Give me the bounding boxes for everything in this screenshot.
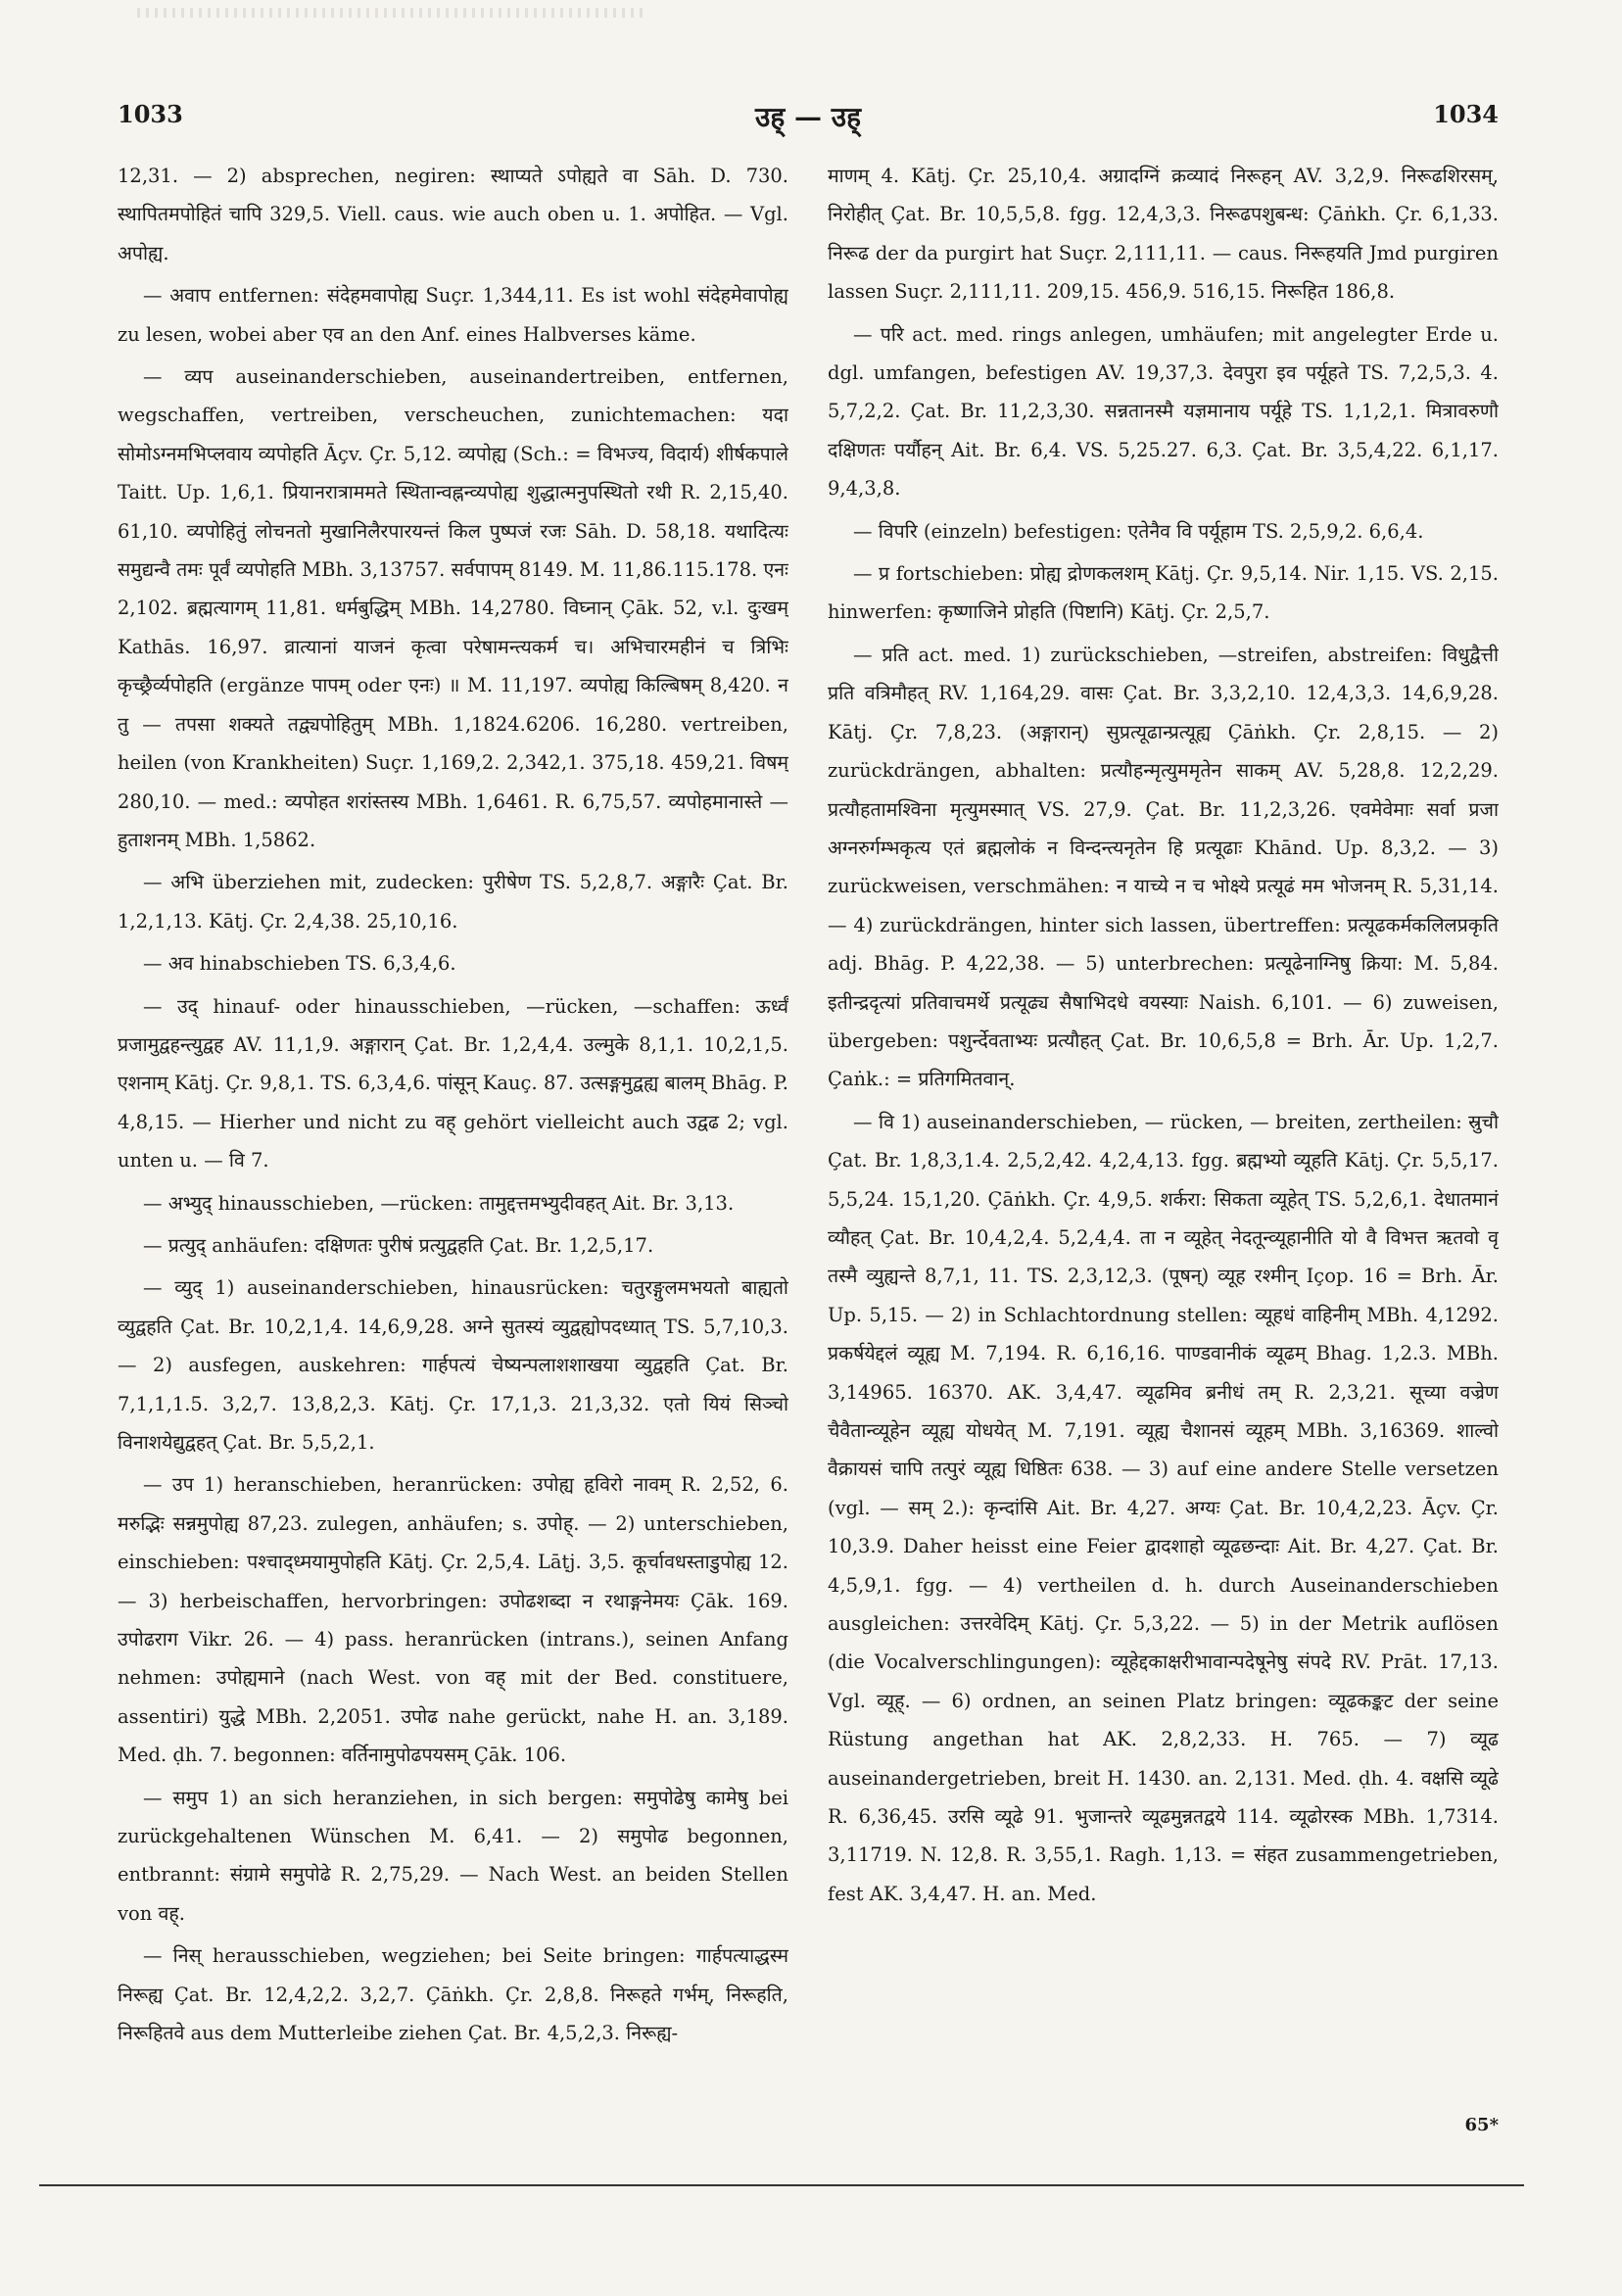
entry-paragraph: — समुप 1) an sich heranziehen, in sich bergen: समुपोढेषु कामेषु bei zurückgehaltenen Wünschen M. 6,41. — 2) समुपोढ begonnen, entbrannt: संग्रामे समुपोढे R. 2,75,29. — Nach West. an beiden Stellen von वह्. (118, 1786, 788, 1925)
entry-paragraph: माणम् 4. Kātj. Çr. 25,10,4. अग्रादग्निं क्रव्यादं निरूहन् AV. 3,2,9. निरूढशिरसम्, निरोहीत् Çat. Br. 10,5,5,8. fgg. 12,4,3,3. निरूढपशुबन्ध: Çāṅkh. Çr. 6,1,33. निरूढ der da purgirt hat Suçr. 2,111,11. — caus. निरूहयति Jmd purgiren lassen Suçr. 2,111,11. 209,15. 456,9. 516,15. निरूहित 186,8. (828, 165, 1499, 304)
text-columns (118, 157, 1499, 2106)
entry-paragraph: — परि act. med. rings anlegen, umhäufen; mit angelegter Erde u. dgl. umfangen, befestigen AV. 19,37,3. देवपुरा इव पर्यूहते TS. 7,2,5,3. 4. 5,7,2,2. Çat. Br. 11,2,3,30. सन्नतानस्मै यज्ञमानाय पर्यूहे TS. 1,1,2,1. मित्रावरुणौ दक्षिणतः पर्यौहन् Ait. Br. 6,4. VS. 5,25.27. 6,3. Çat. Br. 3,5,4,22. 6,1,17. 9,4,3,8. (828, 322, 1499, 501)
entry-paragraph: — अभि überziehen mit, zudecken: पुरीषेण TS. 5,2,8,7. अङ्गारैः Çat. Br. 1,2,1,13. Kātj. Çr. 2,4,38. 25,10,16. (118, 871, 788, 933)
entry-paragraph: — व्यप auseinanderschieben, auseinandertreiben, entfernen, wegschaffen, vertreiben, verscheuchen, zunichtemachen: यदा सोमोऽग्नमभिप्लवाय व्यपोहति Āçv. Çr. 5,12. व्यपोह्य (Sch.: = विभज्य, विदार्य) शीर्षकपाले Taitt. Up. 1,6,1. प्रियानरात्राममते स्थितान्वह्नन्व्यपोह्य शुद्धात्मनुपस्थितो रथी R. 2,15,40. 61,10. व्यपोहितुं लोचनतो मुखानिलैरपारयन्तं किल पुष्पजं रजः Sāh. D. 58,18. यथादित्यः समुद्यन्वै तमः पूर्वं व्यपोहति MBh. 3,13757. सर्वपापम् 8149. M. 11,86.115.178. एनः 2,102. ब्रह्मत्यागम् 11,81. धर्मबुद्धिम् MBh. 14,2780. विघ्नान् Çāk. 52, v.l. दुःखम् Kathās. 16,97. व्रात्यानां याजनं कृत्वा परेषामन्त्यकर्म च। अभिचारमहीनं च त्रिभिः कृच्छ्रैर्व्यपोहति (ergänze पापम् oder एनः) ॥ M. 11,197. व्यपोह्य किल्बिषम् 8,420. न तु — तपसा शक्यते तद्व्यपोहितुम् MBh. 1,1824.6206. 16,280. vertreiben, heilen (von Krankheiten) Suçr. 1,169,2. 2,342,1. 375,18. 459,21. विषम् 280,10. — med.: व्यपोहत शरांस्तस्य MBh. 1,6461. R. 6,75,57. व्यपोहमानास्ते — हुताशनम् MBh. 1,5862. (118, 365, 788, 851)
page-number-right: 1034 (1433, 100, 1499, 128)
entry-paragraph: — उप 1) heranschieben, heranrücken: उपोह्य हृविरो नावम् R. 2,52, 6. मरुद्भिः सन्नमुपोह्य 87,23. zulegen, anhäufen; s. उपोह्. — 2) unterschieben, einschieben: पश्चाद्ध्मयामुपोहति Kātj. Çr. 2,5,4. Lāṭj. 3,5. कूर्चावधस्ताडुपोह्य 12. — 3) herbeischaffen, hervorbringen: उपोढशब्दा न रथाङ्गनेमयः Çāk. 169. उपोढराग Vikr. 26. — 4) pass. heranrücken (intrans.), seinen Anfang nehmen: उपोह्यमाने (nach West. von वह् mit der Bed. constituere, assentiri) युद्धे MBh. 2,2051. उपोढ nahe gerückt, nahe H. an. 3,189. Med. ḍh. 7. begonnen: वर्तिनामुपोढपयसम् Çāk. 106. (118, 1473, 788, 1767)
entry-paragraph: — अभ्युद् hinausschieben, —rücken: तामुद्दत्तमभ्युदीवहत् Ait. Br. 3,13. (143, 1191, 735, 1215)
entry-paragraph: — वि 1) auseinanderschieben, — rücken, — breiten, zertheilen: स्रुचौ Çat. Br. 1,8,3,1.4. 2,5,2,42. 4,2,4,13. fgg. ब्रह्मभ्यो व्यूहति Kātj. Çr. 5,5,17. 5,5,24. 15,1,20. Çāṅkh. Çr. 4,9,5. शर्करा: सिकता व्यूहेत् TS. 5,2,6,1. देधातमानं व्यौहत् Çat. Br. 10,4,2,4. 5,2,4,4. ता न व्यूहेत् नेदतून्व्यूहानीति यो वै विभत्त ऋतवो वृ तस्मै व्युह्यन्ते 8,7,1, 11. TS. 2,3,12,3. (पूषन्) व्यूह रश्मीन् Içop. 16 = Brh. Ār. Up. 5,15. — 2) in Schlachtordnung stellen: व्यूहधं वाहिनीम् MBh. 4,1292. प्रकर्षयेद्दलं व्यूह्य M. 7,194. R. 6,16,16. पाण्डवानीकं व्यूढम् Bhag. 1,2.3. MBh. 3,14965. 16370. AK. 3,4,47. व्यूढमिव ब्रनीधं तम् R. 2,3,21. सूच्या वज्रेण चैवैतान्व्यूहेन व्यूह्य योधयेत् M. 7,191. व्यूह्य चैशानसं व्यूहम् MBh. 3,16369. शाल्वो वैक्रायसं चापि तत्पुरं व्यूह्य धिष्ठितः 638. — 3) auf eine andere Stelle versetzen (vgl. — सम् 2.): कृन्दांसि Ait. Br. 4,27. अग्यः Çat. Br. 10,4,2,23. Āçv. Çr. 10,3.9. Daher heisst eine Feier द्वादशाहो व्यूढछन्दाः Ait. Br. 4,27. Çat. Br. 4,5,9,1. fgg. — 4) vertheilen d. h. durch Auseinanderschieben ausgleichen: उत्तरवेदिम् Kātj. Çr. 5,3,22. — 5) in der Metrik auflösen (die Vocalverschlingungen): व्यूहेद्दकाक्षरीभावान्पदेषूनेषु संपदे RV. Prāt. 17,13. Vgl. व्यूह्. — 6) ordnen, an seinen Platz bringen: व्यूढकङ्कट der seine Rüstung angethan hat AK. 2,8,2,33. H. 765. — 7) व्यूढ auseinandergetrieben, breit H. 1430. an. 2,131. Med. ḍh. 4. वक्षसि व्यूढे R. 6,36,45. उरसि व्यूढे 91. भुजान्तरे व्यूढमुन्नतद्वये 114. व्यूढोरस्क MBh. 1,7314. 3,11719. N. 12,8. R. 3,55,1. Ragh. 1,13. = संहत zusammengetrieben, fest AK. 3,4,47. H. an. Med. (828, 1110, 1499, 1905)
scan-artifact (137, 8, 646, 18)
bottom-rule (39, 2184, 1524, 2186)
left-column (118, 157, 788, 2106)
entry-paragraph: — अव hinabschieben TS. 6,3,4,6. (143, 952, 456, 976)
entry-paragraph: — अवाप entfernen: संदेहमवापोह्य Suçr. 1,344,11. Es ist wohl संदेहमेवापोह्य zu lesen, wobei aber एव an den Anf. eines Halbverses käme. (118, 284, 788, 346)
entry-paragraph: — उद् hinauf- oder hinausschieben, —rücken, —schaffen: ऊर्ध्वं प्रजामुद्वहन्त्युद्वह AV. 11,1,9. अङ्गारान् Çat. Br. 1,2,4,4. उल्मुके 8,1,1. 10,2,1,5. एशनाम् Kātj. Çr. 9,8,1. TS. 6,3,4,6. पांसून् Kauç. 87. उत्सङ्गमुद्वह्य बालम् Bhāg. P. 4,8,15. — Hierher und nicht zu वह् gehört vielleicht auch उद्वढ 2; vgl. unten u. — वि 7. (118, 994, 788, 1172)
running-headword: उह् — उह् (755, 101, 861, 133)
entry-paragraph: — प्रत्युद् anhäufen: दक्षिणतः पुरीषं प्रत्युद्वहति Çat. Br. 1,2,5,17. (143, 1233, 654, 1257)
entry-paragraph: — व्युद् 1) auseinanderschieben, hinausrücken: चतुरङ्गुलमभयतो बाह्यतो व्युद्वहति Çat. Br. 10,2,1,4. 14,6,9,28. अग्ने सुतस्यं व्युद्वह्योपदध्यात् TS. 5,7,10,3. — 2) ausfegen, auskehren: गार्हपत्यं चेष्यन्पलाशशाखया व्युद्वहति Çat. Br. 7,1,1,1.5. 3,2,7. 13,8,2,3. Kātj. Çr. 17,1,3. 21,3,32. एतो यियं सिञ्चो विनाशयेद्युद्वहत् Çat. Br. 5,5,2,1. (118, 1276, 788, 1454)
right-column (828, 157, 1499, 2106)
page-number-left: 1033 (118, 100, 183, 128)
dictionary-page (118, 98, 1499, 2135)
entry-paragraph: — विपरि (einzeln) befestigen: एतेनैव वि पर्यूहाम TS. 2,5,9,2. 6,6,4. (853, 519, 1424, 543)
gathering-signature: 65* (1464, 2115, 1499, 2135)
entry-paragraph: 12,31. — 2) absprechen, negiren: स्थाप्यते ऽपोह्यते वा Sāh. D. 730. स्थापितमपोहितं चापि 329,5. Viell. caus. wie auch oben u. 1. अपोहित. — Vgl. अपोह्य. (118, 165, 788, 264)
running-header (118, 98, 1499, 137)
entry-paragraph: — निस् herausschieben, wegziehen; bei Seite bringen: गार्हपत्याद्धस्म निरूह्य Çat. Br. 12,4,2,2. 3,2,7. Çāṅkh. Çr. 2,8,8. निरूहते गर्भम्, निरूहति, निरूहितवे aus dem Mutterleibe ziehen Çat. Br. 4,5,2,3. निरूह्य- (118, 1944, 788, 2045)
entry-paragraph: — प्र fortschieben: प्रोह्य द्रोणकलशम् Kātj. Çr. 9,5,14. Nir. 1,15. VS. 2,15. hinwerfen: कृष्णाजिने प्रोहति (पिष्टानि) Kātj. Çr. 2,5,7. (828, 562, 1499, 624)
entry-paragraph: — प्रति act. med. 1) zurückschieben, —streifen, abstreifen: विधुद्वैत्ती प्रति वत्रिमौहत् RV. 1,164,29. वासः Çat. Br. 3,3,2,10. 12,4,3,3. 14,6,9,28. Kātj. Çr. 7,8,23. (अङ्गारान्) सुप्रत्यूढान्प्रत्यूह्य Çāṅkh. Çr. 2,8,15. — 2) zurückdrängen, abhalten: प्रत्यौहन्मृत्युममृतेन साकम् AV. 5,28,8. 12,2,29. प्रत्यौहतामश्विना मृत्युमस्मात् VS. 27,9. Çat. Br. 11,2,3,26. एवमेवेमाः सर्वा प्रजा अग्नरुर्गम्भकृत्य एतं ब्रह्मलोकं न विन्दन्त्यनृतेन हि प्रत्यूढाः Khānd. Up. 8,3,2. — 3) zurückweisen, verschmähen: न याच्ये न च भोक्ष्ये प्रत्यूढं मम भोजनम् R. 5,31,14. — 4) zurückdrängen, hinter sich lassen, übertreffen: प्रत्यूढकर्मकलिलप्रकृति adj. Bhāg. P. 4,22,38. — 5) unterbrechen: प्रत्यूढेनाग्निषु क्रिया: M. 5,84. इतीन्द्रदृत्यां प्रतिवाचमर्थे प्रत्यूढ्य सैषाभिदधे वयस्याः Naish. 6,101. — 6) zuweisen, übergeben: पशुर्न्देवताभ्यः प्रत्यौहत् Çat. Br. 10,6,5,8 = Brh. Ār. Up. 1,2,7. Çaṅk.: = प्रतिगमितवान्. (828, 643, 1499, 1091)
